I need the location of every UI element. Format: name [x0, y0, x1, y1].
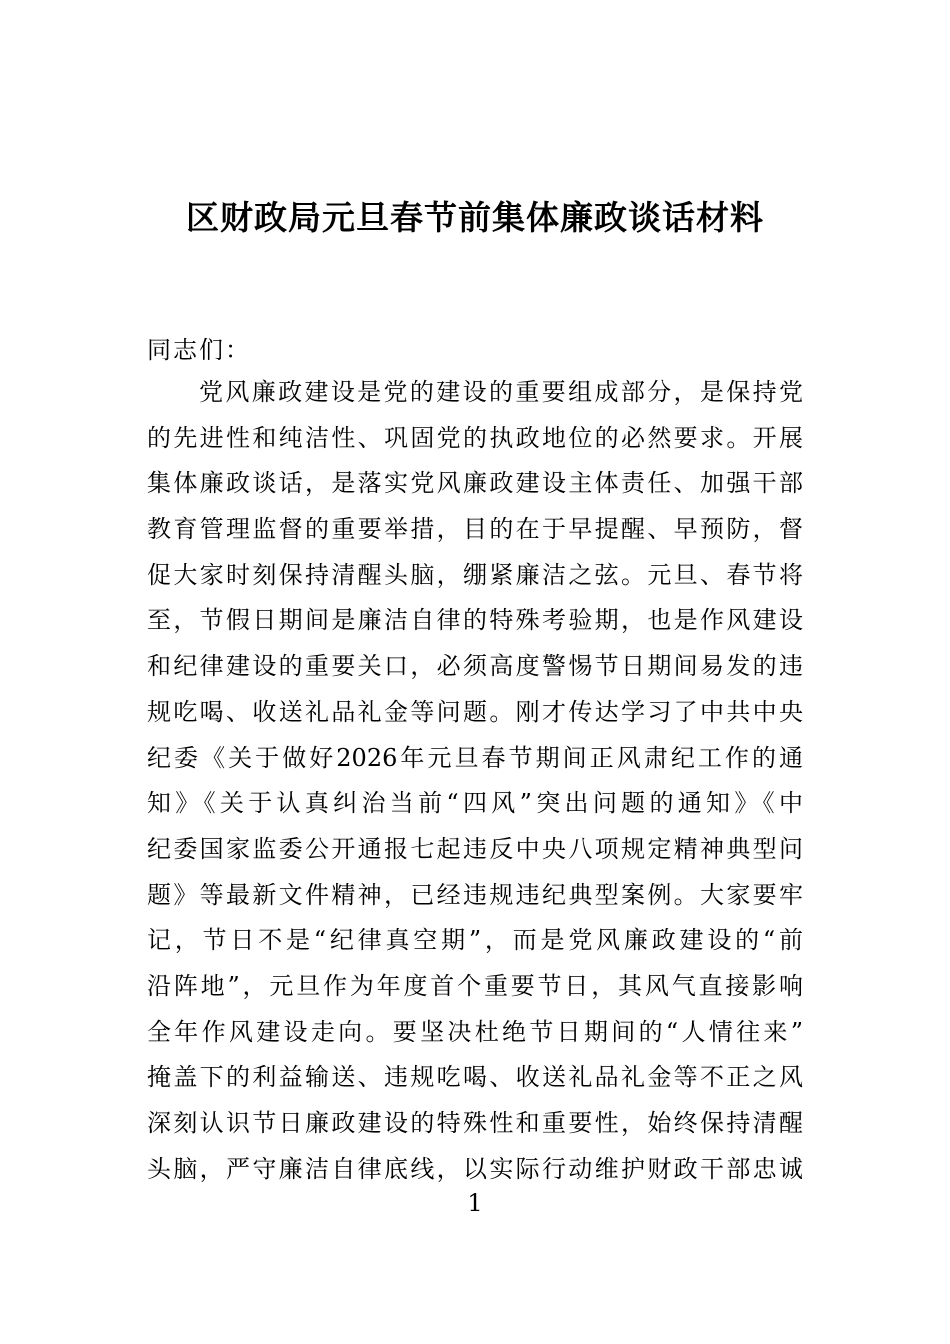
paragraph-line: 至，节假日期间是廉洁自律的特殊考验期，也是作风建设 [147, 606, 803, 635]
paragraph-line: 和纪律建设的重要关口，必须高度警惕节日期间易发的违 [147, 652, 803, 681]
paragraph-line: 知》《关于认真纠治当前“四风”突出问题的通知》《中 [147, 789, 803, 818]
salutation: 同志们： [147, 336, 251, 364]
paragraph-line: 掩盖下的利益输送、违规吃喝、收送礼品礼金等不正之风 [147, 1063, 803, 1092]
paragraph-line: 全年作风建设走向。要坚决杜绝节日期间的“人情往来” [147, 1017, 803, 1046]
paragraph-line: 规吃喝、收送礼品礼金等问题。刚才传达学习了中共中央 [147, 697, 803, 726]
paragraph-line: 的先进性和纯洁性、巩固党的执政地位的必然要求。开展 [147, 423, 803, 452]
paragraph-line: 纪委国家监委公开通报七起违反中央八项规定精神典型问 [147, 834, 803, 863]
body-paragraph [147, 370, 803, 1192]
paragraph-line: 教育管理监督的重要举措，目的在于早提醒、早预防，督 [147, 515, 803, 544]
page-number: 1 [467, 1189, 483, 1217]
paragraph-line: 党风廉政建设是党的建设的重要组成部分，是保持党 [199, 378, 803, 406]
paragraph-line: 集体廉政谈话，是落实党风廉政建设主体责任、加强干部 [147, 469, 803, 498]
paragraph-line: 题》等最新文件精神，已经违规违纪典型案例。大家要牢 [147, 880, 803, 909]
paragraph-line: 促大家时刻保持清醒头脑，绷紧廉洁之弦。元旦、春节将 [147, 560, 803, 589]
paragraph-line: 纪委《关于做好2026年元旦春节期间正风肃纪工作的通 [147, 743, 803, 772]
paragraph-line: 记，节日不是“纪律真空期”，而是党风廉政建设的“前 [147, 926, 803, 955]
paragraph-line: 沿阵地”，元旦作为年度首个重要节日，其风气直接影响 [147, 971, 803, 1000]
paragraph-line: 深刻认识节日廉政建设的特殊性和重要性，始终保持清醒 [147, 1109, 803, 1137]
paragraph-line: 头脑，严守廉洁自律底线，以实际行动维护财政干部忠诚 [147, 1154, 803, 1183]
document-title: 区财政局元旦春节前集体廉政谈话材料 [186, 198, 764, 237]
